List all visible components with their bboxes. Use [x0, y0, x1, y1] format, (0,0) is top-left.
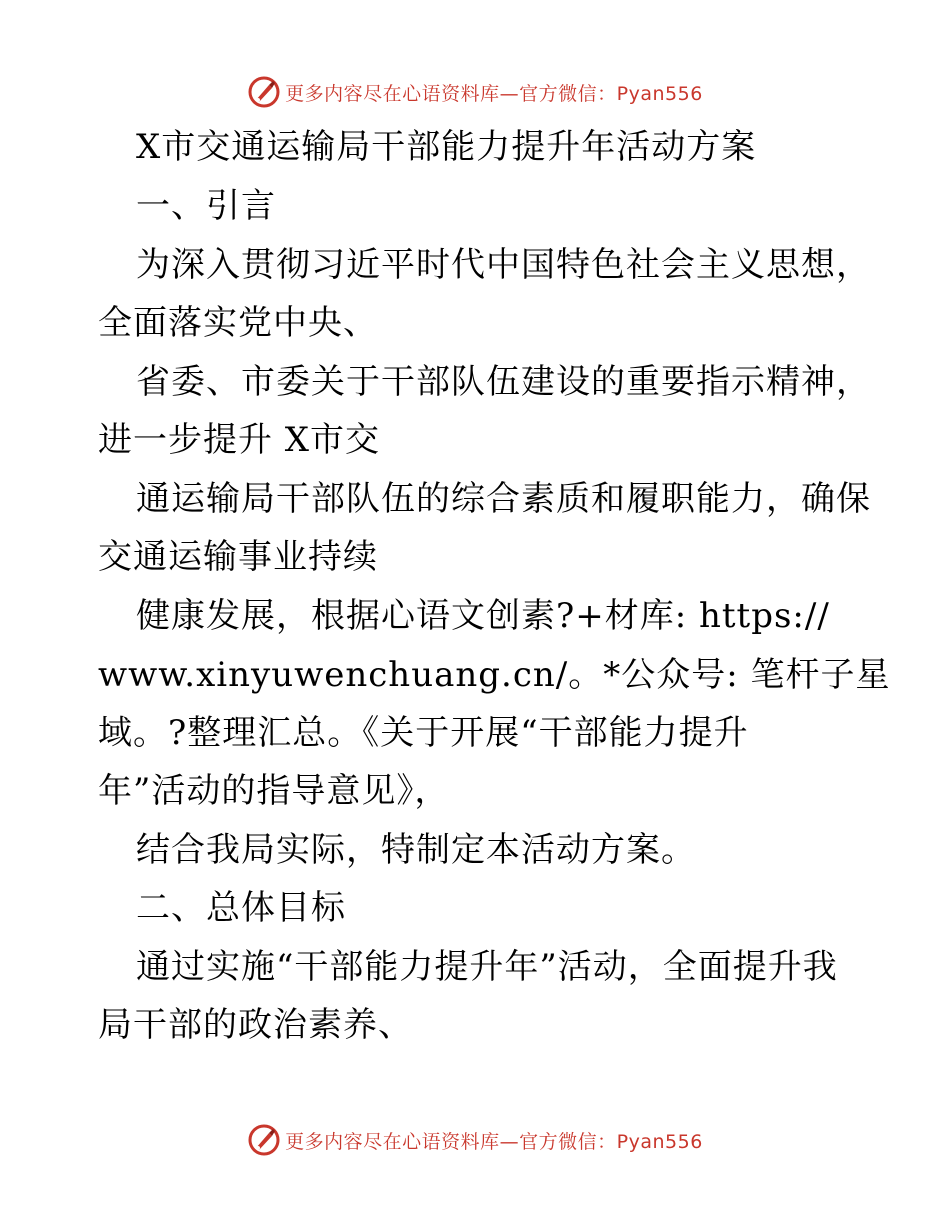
- paragraph-line: 全面落实党中央、: [98, 303, 378, 343]
- paragraph-line: 省委、市委关于干部队伍建设的重要指示精神，: [136, 362, 871, 402]
- paragraph-line: 交通运输事业持续: [98, 537, 378, 577]
- paragraph-line: 健康发展，根据心语文创素?+材库: https://: [136, 596, 830, 636]
- paragraph-line: www.xinyuwenchuang.cn/。*公众号: 笔杆子星: [98, 655, 891, 695]
- paragraph-line: 通运输局干部队伍的综合素质和履职能力，确保: [136, 479, 871, 519]
- section-heading-goals: 二、总体目标: [136, 888, 346, 928]
- document-title: X市交通运输局干部能力提升年活动方案: [136, 127, 757, 167]
- paragraph-line: 通过实施“干部能力提升年”活动，全面提升我: [136, 947, 838, 987]
- paragraph-line: 年”活动的指导意见》，: [98, 771, 450, 811]
- paragraph-line: 域。?整理汇总。《关于开展“干部能力提升: [98, 713, 749, 753]
- paragraph-line: 结合我局实际，特制定本活动方案。: [136, 830, 696, 870]
- watermark-handle: Pyan556: [616, 1130, 703, 1153]
- watermark-handle: Pyan556: [616, 82, 703, 105]
- footer-watermark: [0, 1120, 950, 1160]
- paragraph-line: 局干部的政治素养、: [98, 1005, 413, 1045]
- paragraph-line: 进一步提升 X市交: [98, 420, 381, 460]
- paragraph-line: 为深入贯彻习近平时代中国特色社会主义思想，: [136, 245, 871, 285]
- pen-logo-icon: [247, 75, 281, 109]
- section-heading-intro: 一、引言: [136, 186, 276, 226]
- pen-logo-icon: [247, 1123, 281, 1157]
- watermark-text: 更多内容尽在心语资料库—官方微信：Pyan556: [285, 1130, 703, 1153]
- watermark-text: 更多内容尽在心语资料库—官方微信：Pyan556: [285, 82, 703, 105]
- header-watermark: [0, 72, 950, 112]
